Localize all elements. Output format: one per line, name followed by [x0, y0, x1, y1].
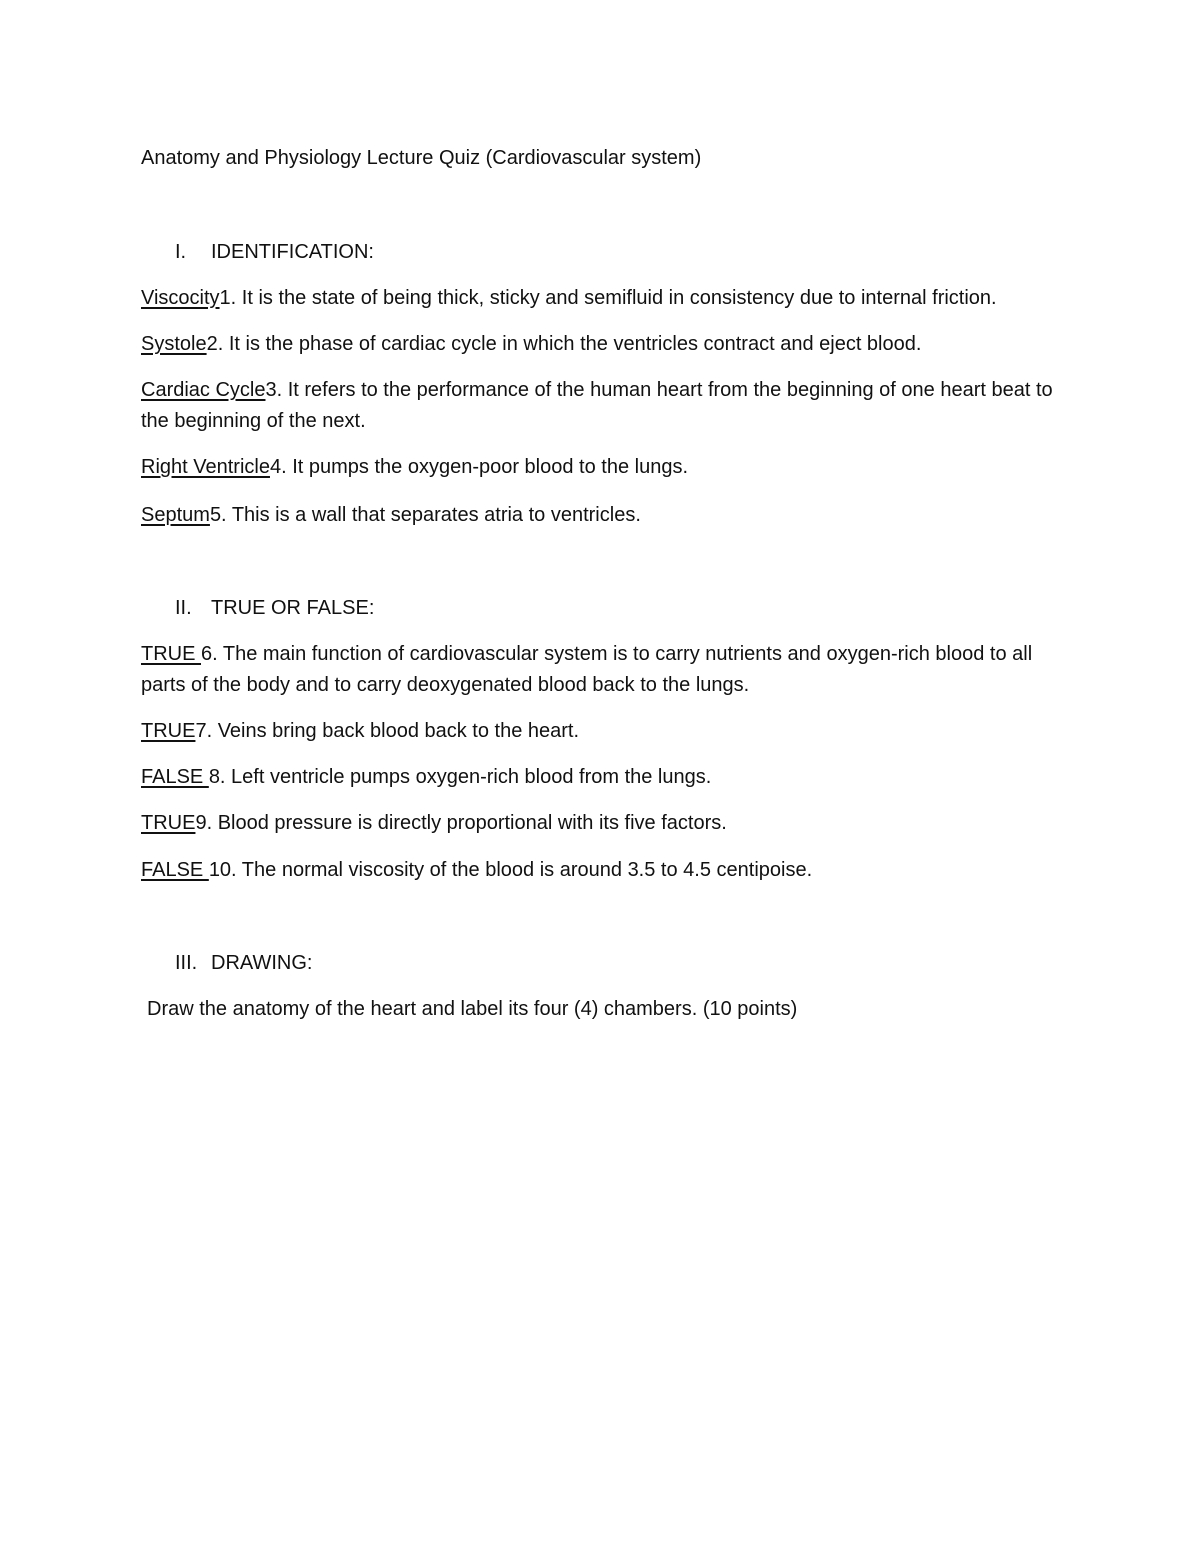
question-item-9: [141, 808, 1061, 839]
section-numeral: I.: [175, 241, 187, 263]
question-item-3: [141, 375, 1061, 437]
answer-text: Right Ventricle: [141, 456, 270, 478]
question-text: 5. This is a wall that separates atria to ventricles.: [209, 504, 641, 526]
question-text: 9. Blood pressure is directly proportional with its five factors.: [195, 812, 727, 834]
section-title: TRUE OR FALSE:: [211, 597, 375, 619]
question-item-2: [141, 329, 1061, 360]
answer-text: Cardiac Cycle: [141, 379, 266, 401]
document-content: [141, 143, 1061, 1025]
question-item-10: [141, 855, 1061, 886]
question-text: 10. The normal viscosity of the blood is around 3.5 to 4.5 centipoise.: [208, 859, 813, 881]
answer-text: Septum: [141, 504, 210, 526]
question-text: 6. The main function of cardiovascular system is to carry nutrients and oxygen-rich blood to all parts of the body and to carry deoxygenated blood back to the lungs.: [141, 643, 1033, 696]
answer-text: TRUE: [141, 643, 201, 665]
section-numeral: II.: [175, 597, 192, 619]
question-text: 4. It pumps the oxygen-poor blood to the lungs.: [269, 456, 689, 478]
question-text: 7. Veins bring back blood back to the heart.: [195, 720, 580, 742]
drawing-instruction: Draw the anatomy of the heart and label its four (4) chambers. (10 points): [147, 998, 798, 1020]
document-title: Anatomy and Physiology Lecture Quiz (Cardiovascular system): [141, 147, 702, 169]
question-text: 1. It is the state of being thick, sticky and semifluid in consistency due to internal friction.: [219, 287, 997, 309]
question-text: 2. It is the phase of cardiac cycle in which the ventricles contract and eject blood.: [206, 333, 922, 355]
question-item-8: [141, 762, 1061, 793]
question-item-6: [141, 639, 1061, 701]
section-numeral: III.: [175, 952, 198, 974]
section-title: DRAWING:: [211, 952, 313, 974]
answer-text: Viscocity: [141, 287, 220, 309]
section-heading-drawing: [141, 948, 1061, 979]
question-text: 3. It refers to the performance of the human heart from the beginning of one heart beat to the beginning of the next.: [141, 379, 1053, 432]
answer-text: TRUE: [141, 720, 196, 742]
section-title: IDENTIFICATION:: [211, 241, 374, 263]
question-text: 8. Left ventricle pumps oxygen-rich blood from the lungs.: [208, 766, 712, 788]
answer-text: FALSE: [141, 859, 209, 881]
section-heading-identification: [141, 237, 1061, 268]
question-item-4: [141, 452, 1061, 483]
question-item-1: [141, 283, 1061, 314]
question-item-7: [141, 716, 1061, 747]
answer-text: FALSE: [141, 766, 209, 788]
answer-text: TRUE: [141, 812, 196, 834]
question-item-5: [141, 500, 1061, 531]
section-heading-true-or-false: [141, 593, 1061, 624]
answer-text: Systole: [141, 333, 207, 355]
